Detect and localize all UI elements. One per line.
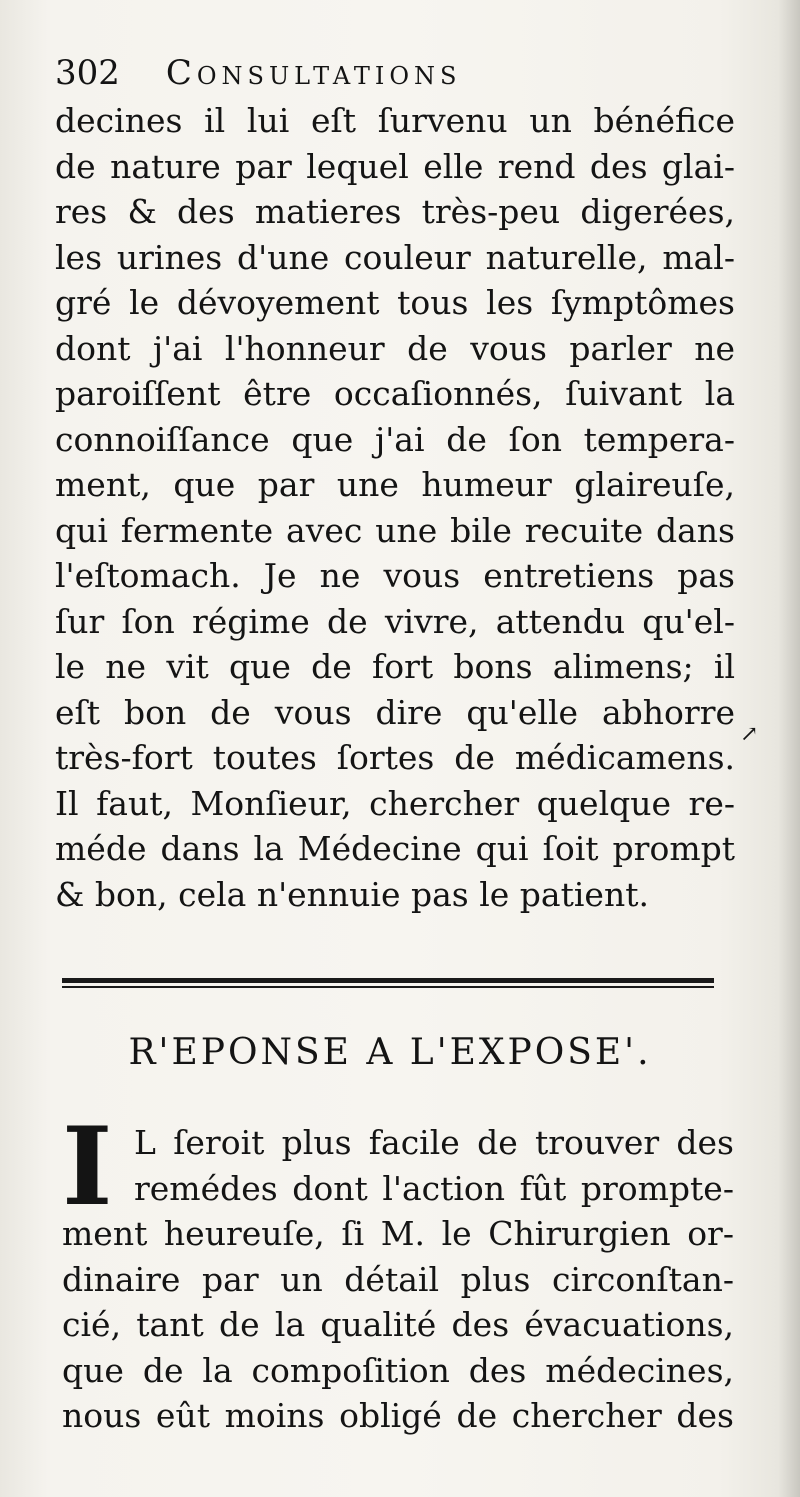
text-line: decines il lui eſt ſurvenu un bénéfice: [55, 101, 735, 140]
text-line: nous eût moins obligé de chercher des: [62, 1396, 734, 1435]
text-line: paroiſſent être occaſionnés, ſuivant la: [55, 374, 735, 413]
text-line: & bon, cela n'ennuie pas le patient.: [55, 874, 649, 914]
text-line: très-fort toutes ſortes de médicamens.: [55, 738, 735, 777]
text-line: dinaire par un détail plus circonſtan-: [62, 1259, 734, 1299]
text-line: méde dans la Médecine qui ſoit prompt: [55, 829, 735, 868]
text-line: eſt bon de vous dire qu'elle abhorre: [55, 692, 735, 732]
text-line: L ſeroit plus facile de trouver des: [134, 1123, 734, 1162]
text-line: Il faut, Monſieur, chercher quelque re-: [55, 783, 735, 823]
text-line: les urines d'une couleur naturelle, mal-: [55, 237, 735, 277]
text-line: l'eſtomach. Je ne vous entretiens pas: [55, 556, 735, 595]
text-line: de nature par lequel elle rend des glai-: [55, 146, 735, 186]
page-number: 302: [55, 53, 120, 93]
running-head: [55, 48, 755, 98]
running-title: Consultations: [165, 53, 462, 93]
section-heading: R'EPONSE A L'EXPOSE'.: [128, 1032, 652, 1073]
text-line: que de la compoſition des médecines,: [62, 1350, 734, 1390]
drop-cap: I: [62, 1104, 113, 1230]
reply-text: [62, 1104, 734, 1439]
text-line: ment, que par une humeur glaireuſe,: [55, 465, 735, 504]
text-line: ment heureuſe, ſi M. le Chirurgien or-: [62, 1214, 734, 1253]
body-text: [55, 98, 735, 917]
text-line: res & des matieres très-peu digerées,: [55, 192, 735, 231]
text-line: cié, tant de la qualité des évacuations,: [62, 1305, 734, 1344]
text-line: remédes dont l'action fût prompte-: [134, 1168, 734, 1208]
text-line: ſur ſon régime de vivre, attendu qu'el-: [55, 601, 735, 641]
margin-mark: ↗: [740, 722, 759, 747]
rule-thick: [62, 978, 714, 983]
text-line: dont j'ai l'honneur de vous parler ne: [55, 328, 735, 368]
rule-thin: [62, 986, 714, 988]
text-line: le ne vit que de fort bons alimens; il: [55, 647, 735, 686]
text-line: gré le dévoyement tous les ſymptômes: [55, 283, 735, 322]
section-divider-rule: [62, 975, 714, 991]
page-edge-shadow: [778, 0, 800, 1497]
text-line: qui fermente avec une bile recuite dans: [55, 510, 735, 550]
text-line: connoiſſance que j'ai de ſon tempera-: [55, 419, 735, 459]
